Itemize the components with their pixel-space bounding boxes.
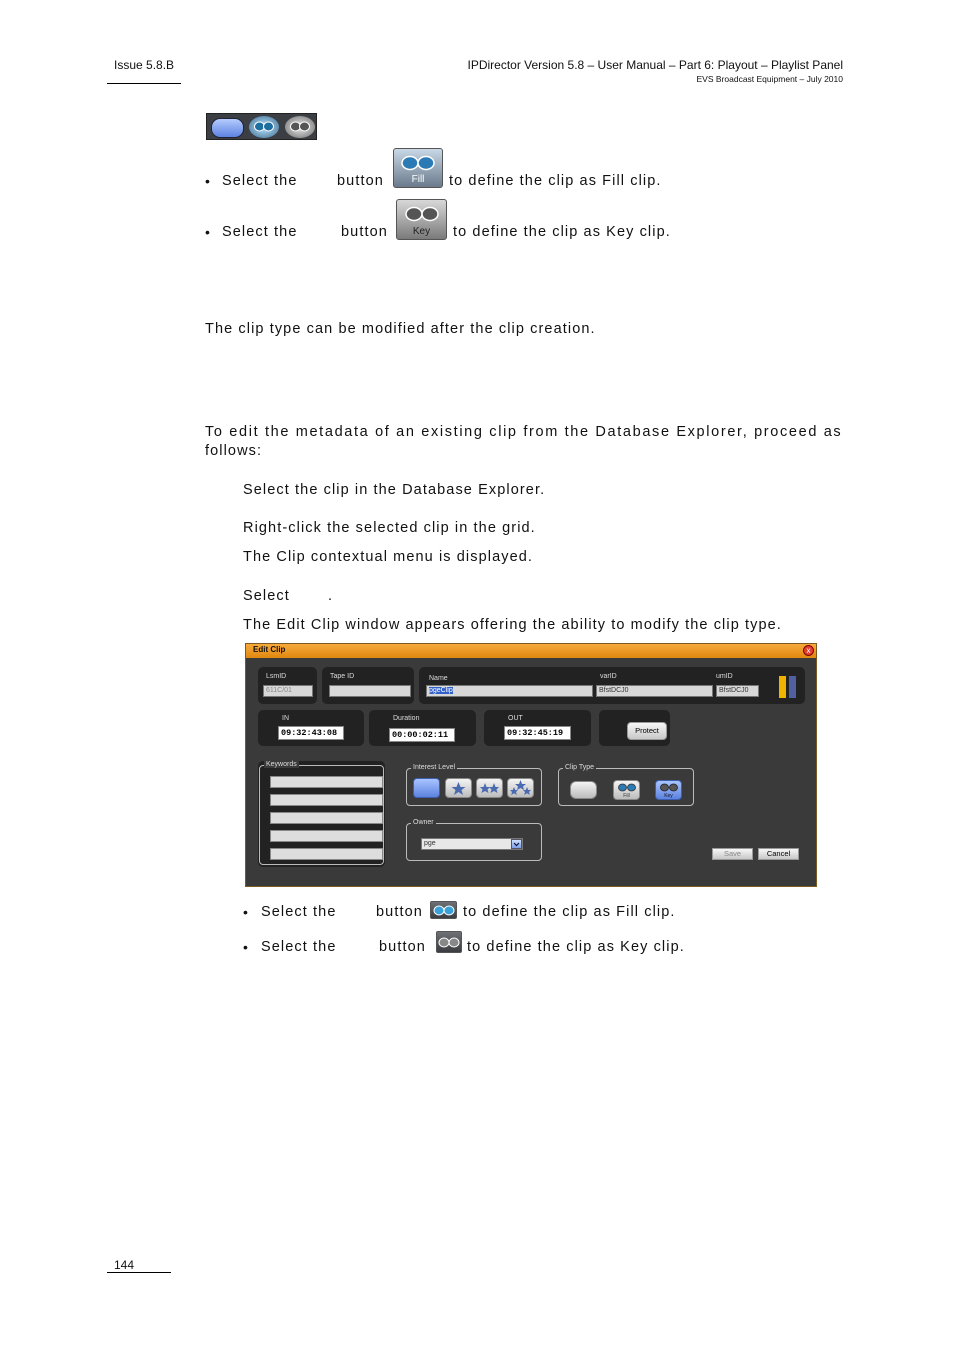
keyword-field[interactable] [270,848,383,860]
interest-level-1-button[interactable] [445,778,472,798]
key-button-image [396,199,447,240]
in-timecode[interactable]: 09:32:43:08 [278,726,344,740]
in-label: IN [282,715,289,722]
key-bullet-prefix: Select the [261,939,337,955]
fill-bullet-prefix: Select the [261,904,337,920]
mask-icon [618,783,636,792]
fill-bullet-suffix: to define the clip as Fill clip. [463,904,676,920]
interest-level-2-button[interactable] [476,778,503,798]
key-button-image [436,931,462,953]
owner-select[interactable] [421,838,523,850]
step-2-result: The Clip contextual menu is displayed. [243,549,534,565]
dropdown-arrow-icon[interactable] [511,839,522,849]
edit-clip-window [245,643,817,887]
keywords-group [259,761,384,865]
clip-type-label: Clip Type [565,764,595,771]
close-icon[interactable]: x [803,645,814,656]
lsmid-label: LsmID [266,673,287,680]
key-clip-button[interactable] [285,116,315,138]
document-title: IPDirector Version 5.8 – User Manual – Part 6: Playout – Playlist Panel [467,58,843,72]
normal-clip-button[interactable] [570,781,597,799]
keywords-panel [258,761,385,867]
fill-button-image [393,148,443,188]
star-icon [477,779,502,797]
clip-type-group [558,764,694,806]
key-bullet-suffix: to define the clip as Key clip. [453,224,671,240]
in-panel [258,710,364,746]
keyword-field[interactable] [270,830,383,842]
key-bullet-prefix: Select the [222,224,298,240]
cancel-button[interactable]: Cancel [758,848,799,860]
owner-group [406,819,542,861]
level-meter-blue [789,676,796,698]
key-caption: Key [664,793,673,799]
save-button[interactable]: Save [712,848,753,860]
key-bullet-word: button [379,939,426,955]
fill-clip-button[interactable] [613,780,640,800]
fill-button-image [430,901,457,919]
edit-clip-title: Edit Clip [253,645,286,654]
varid-label: varID [600,673,617,680]
fill-bullet-prefix: Select the [222,173,298,189]
keyword-field[interactable] [270,776,383,788]
varid-field[interactable]: BfstDCJ0 [596,685,713,697]
issue-label: Issue 5.8.B [114,58,175,72]
name-selected-text: pgeClip [429,687,453,694]
lsmid-field[interactable]: 611C/01 [263,685,313,697]
out-timecode[interactable]: 09:32:45:19 [504,726,571,740]
out-label: OUT [508,715,523,722]
header-rule [107,83,181,84]
bullet: • [243,904,248,920]
umid-field[interactable]: BfstDCJ0 [716,685,759,697]
protect-button[interactable]: Protect [627,722,667,740]
duration-timecode[interactable]: 00:00:02:11 [389,728,455,742]
owner-label: Owner [413,819,434,826]
lsmid-panel [258,667,317,704]
interest-level-label: Interest Level [413,764,456,771]
key-bullet-suffix: to define the clip as Key clip. [467,939,685,955]
mask-icon [439,937,460,948]
footer-rule [107,1272,171,1273]
keywords-label: Keywords [266,761,297,768]
step-1: Select the clip in the Database Explorer. [243,482,546,498]
key-clip-button[interactable] [655,780,682,800]
name-panel [419,667,805,704]
tapeid-panel [322,667,414,704]
name-field[interactable] [426,685,593,697]
step-2: Right-click the selected clip in the grid. [243,520,536,536]
page-number: 144 [114,1258,135,1272]
duration-label: Duration [393,715,420,722]
document-subtitle: EVS Broadcast Equipment – July 2010 [696,74,843,84]
bullet: • [205,224,210,240]
level-meter-yellow [779,676,786,698]
fill-bullet-word: button [376,904,423,920]
fill-bullet-suffix: to define the clip as Fill clip. [449,173,662,189]
fill-bullet-word: button [337,173,384,189]
keyword-field[interactable] [270,812,383,824]
bullet: • [243,939,248,955]
mask-icon [660,783,678,792]
mask-icon [433,905,454,916]
intro-text-line2: follows: [205,443,263,459]
owner-selected-value: pge [424,840,436,847]
name-label: Name [429,675,448,682]
clip-type-toolbar [206,113,317,140]
duration-panel [369,710,476,746]
edit-clip-title-bar [246,644,816,658]
star-icon [446,779,471,797]
mask-icon [401,155,435,171]
out-panel [484,710,591,746]
fill-caption: Fill [411,174,425,185]
umid-label: umID [716,673,733,680]
clip-type-note: The clip type can be modified after the clip creation. [205,321,596,337]
key-caption: Key [412,226,431,237]
intro-text-line1: To edit the metadata of an existing clip from the Database Explorer, proceed as [205,424,843,440]
tapeid-label: Tape ID [330,673,355,680]
protect-panel [599,710,670,746]
fill-caption: Fill [623,793,630,799]
mask-icon [254,121,274,132]
bullet: • [205,173,210,189]
keyword-field[interactable] [270,794,383,806]
interest-level-3-button[interactable] [507,778,534,798]
interest-level-group [406,764,542,806]
key-bullet-word: button [341,224,388,240]
fill-clip-button[interactable] [249,116,279,138]
star-icon [508,779,533,797]
step-3-prefix: Select [243,588,290,604]
interest-level-0-button[interactable] [413,778,440,798]
step-3-suffix: . [328,588,334,604]
step-3-result: The Edit Clip window appears offering the ability to modify the clip type. [243,617,782,633]
normal-clip-button[interactable] [211,118,244,138]
mask-icon [290,121,310,132]
tapeid-field[interactable] [329,685,411,697]
mask-icon [405,206,439,222]
